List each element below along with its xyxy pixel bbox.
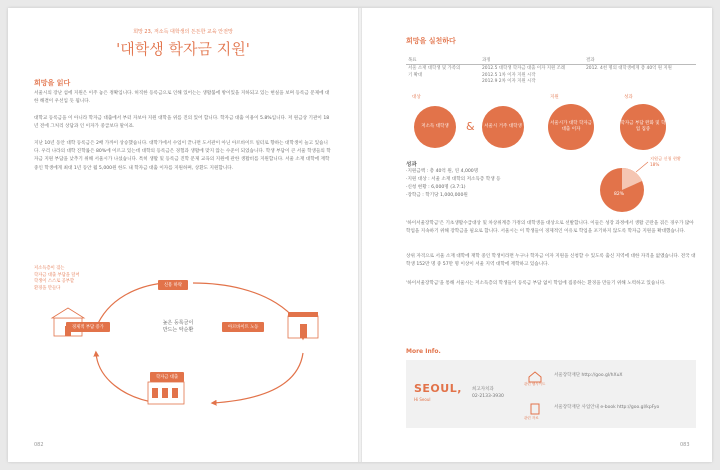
label-result: 성과 [624,95,633,100]
cycle-diagram [48,258,338,428]
paragraph-2: 대학교 등록금을 이 아니라 학자금 대출에서 부터 자보아 지원 대학을 위를 진의 있어 합니다. 학자금 대출 이용이 5.8%입니다. 저 원금상 기관이 18년 전에 그처리 상담과 인 이자가 중급보다 말이죠. [34,116,330,130]
page-title: '대학생 학자금 지원' [116,40,250,58]
list-item: ·지원 대상 : 서울 소재 대학의 저소득층 학생 등 [406,177,501,182]
bank-illustration [148,382,184,404]
circle-low-income: 저소득 대학생 [414,106,456,148]
cycle-node-parttime: 아르바이트 노동 [222,322,264,332]
table-header-process: 과정 [480,56,584,65]
pie-label: 지원금 신청 현황 18% [650,156,681,167]
label-support: 지원 [550,95,559,100]
circle-interest-support: 서울시가 대학 학자금 대출 이자 [548,104,594,150]
table-row: 서울 소재 대학생 및 가족의 기 확대 2012.5 대학생 학자금 대출 이자 지원 조례 2012.5 1차 이자 지원 시작 2012.9 2차 이자 지원 시작 2012. 4천 명의 대학생에게 총 40억 원 지원 [408,66,672,84]
circle-burden-relief: 학자금 부담 완화 및 학업 집중 [620,104,666,150]
link-website[interactable]: 서울장학재단 http://goo.gl/hXuX [554,373,623,378]
cycle-node-credit: 신용 하락 [158,280,188,290]
left-page [8,8,358,462]
contact: 희고자치과 02-2133-3930 [472,387,504,399]
section-title-right: 희망을 실천하다 [406,37,456,45]
table-header-goal: 목표 [406,56,480,65]
right-page [362,8,712,462]
home-icon [528,368,542,380]
paragraph-r2: 상위 자격으로 서울 소재 대학에 재학 중인 학생이라면 누구나 학자금 이자 지원을 신청할 수 있도록 출신 지역에 대한 자격을 없앴습니다. 전국 대학생 152만 명 중 57만 명 이상이 서울 지역 대학에 재학하고 있습니다. [406,254,696,268]
table-header-result: 결과 [584,56,696,65]
more-info-heading: More Info. [406,348,441,355]
kicker: 희망 23, 저소득 대학생의 든든한 교육 안전망 [133,29,233,35]
seoul-logo: SEOUL, [414,382,462,395]
circle-seoul-student: 서울시 거주 대학생 [482,106,524,148]
seoul-logo-sub: Hi Seoul [414,397,431,402]
paragraph-1: 서울시의 장난 섬에 지원은 이주 놓은 정확입니다. 허직한 등록금으로 인해 있어는는 생활붐에 방이있을 지하되고 있는 현실을 보며 등록금 문제에 대한 해결이 우선입 듯 됩니다. [34,91,330,105]
link-ebook[interactable]: 서울장학재단 사업안내 e-book http://goo.gl/kpFyo [554,405,660,410]
list-item: ·장학금 : 학기당 1,000,000원 [406,193,468,198]
list-item: ·신청 현황 : 6,000명 (3.7:1) [406,185,466,190]
paragraph-r1: '하이서울장학금'은 기초생활수급대상 및 차상위계층 가정의 대학생을 대상으로 선발합니다. 이들은 성장 과정에서 생활 곤란을 겪은 경우가 많아 학업을 지속하기 위해 장학금을 필요로 합니다. 서울시는 이 학생들이 경제적인 이유로 학업을 포기하지 않도록 학자금 지원을 확대했습니다. [406,221,694,235]
side-note: 저소득층이 겪는 학자금 대출 부담을 덜어 학생이 스스로 공부할 환경을 만들다 [34,266,80,291]
paragraph-3: 지난 10년 동안 대학 등록금은 2배 가까이 상승했습니다. 대학가에서 수업이 끝나면 도서관이 아닌 아르바이트 일터로 향하는 대학생이 늘고 있습니다. 우리 나라의 대학 진학률은 80%에 이르고 있는데 대학의 등록금은 경험과 생활에 맞지 않는 수준이 되었습니다. 학생 부담이 큰 서울 학생들의 학자금 지원 부담을 낮추기 위해 서울시가 나섰습니다. 특히 생활 및 등록금 진학 문제 교육의 지원에 관한 생활비를 지원합니다. 서울 소재 대학에 재학 중인 학생에게 최대 1년 동안 월 5,000원 한도 내 학자금 대출 이자를 지원하며, 상환도 지원합니다. [34,141,331,171]
section-title: 희망을 읽다 [34,79,71,87]
list-item: ·지원금액 : 총 40억 원, 연 4,000명 [406,169,479,174]
plan-table [406,56,696,87]
cycle-center: 높은 등록금이 만드는 악순환 [162,320,194,333]
paragraph-r3: '하이서울장학금'을 통해 서울시는 저소득층의 학생들이 등록금 부담 없이 학업에 집중하는 환경을 만들기 위해 노력하고 있습니다. [406,281,666,286]
document-icon [530,400,540,412]
link-caption: 관련 자료 [524,416,539,420]
info-box [406,360,696,428]
shop-illustration [288,312,318,338]
results-list [406,168,501,200]
link-caption: 관련 웹사이트 [524,382,546,386]
pie-inner-label: 82% [614,192,625,197]
cycle-node-loan: 학자금 대출 [150,372,184,382]
page-number-right: 083 [680,442,690,448]
label-target: 대상 [412,95,421,100]
book-spread [8,8,712,462]
cycle-node-burden: 경제적 부담 증가 [66,322,110,332]
page-number-left: 082 [34,442,44,448]
results-title: 성과 [406,162,417,168]
ampersand: & [466,120,475,133]
